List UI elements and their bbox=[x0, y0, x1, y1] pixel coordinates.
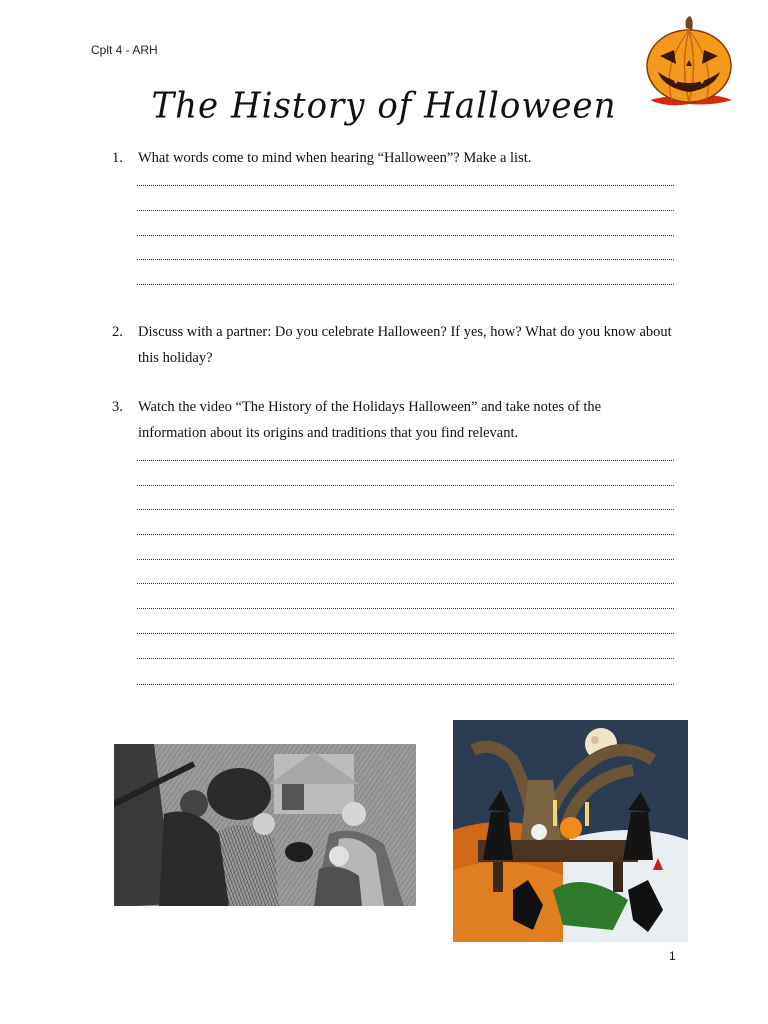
answer-line[interactable] bbox=[137, 682, 674, 685]
answer-line[interactable] bbox=[137, 507, 674, 510]
answer-line[interactable] bbox=[137, 257, 674, 260]
answer-line[interactable] bbox=[137, 656, 674, 659]
answer-line[interactable] bbox=[137, 183, 674, 186]
answer-line[interactable] bbox=[137, 483, 674, 486]
question-text: What words come to mind when hearing “Halloween”? Make a list. bbox=[138, 150, 532, 166]
answer-line[interactable] bbox=[137, 606, 674, 609]
answer-line[interactable] bbox=[137, 208, 674, 211]
answer-line[interactable] bbox=[137, 532, 674, 535]
answer-line[interactable] bbox=[137, 233, 674, 236]
answer-line[interactable] bbox=[137, 282, 674, 285]
question-number: 3. bbox=[112, 399, 123, 415]
page-number: 1 bbox=[669, 949, 676, 963]
answer-line[interactable] bbox=[137, 631, 674, 634]
answer-line[interactable] bbox=[137, 458, 674, 461]
vintage-engraving-image bbox=[114, 744, 416, 906]
header-code: Cplt 4 - ARH bbox=[91, 43, 158, 57]
question-text: Watch the video “The History of the Holidays Halloween” and take notes of the information about its origins and traditions that you find relevant. bbox=[138, 399, 602, 441]
answer-line[interactable] bbox=[137, 557, 674, 560]
witches-painting-image bbox=[453, 720, 688, 942]
question-number: 1. bbox=[112, 150, 123, 166]
question-number: 2. bbox=[112, 324, 123, 340]
page-title: The History of Halloween bbox=[151, 85, 617, 127]
answer-line[interactable] bbox=[137, 581, 674, 584]
question-text: Discuss with a partner: Do you celebrate Halloween? If yes, how? What do you know about this holiday? bbox=[138, 324, 672, 366]
